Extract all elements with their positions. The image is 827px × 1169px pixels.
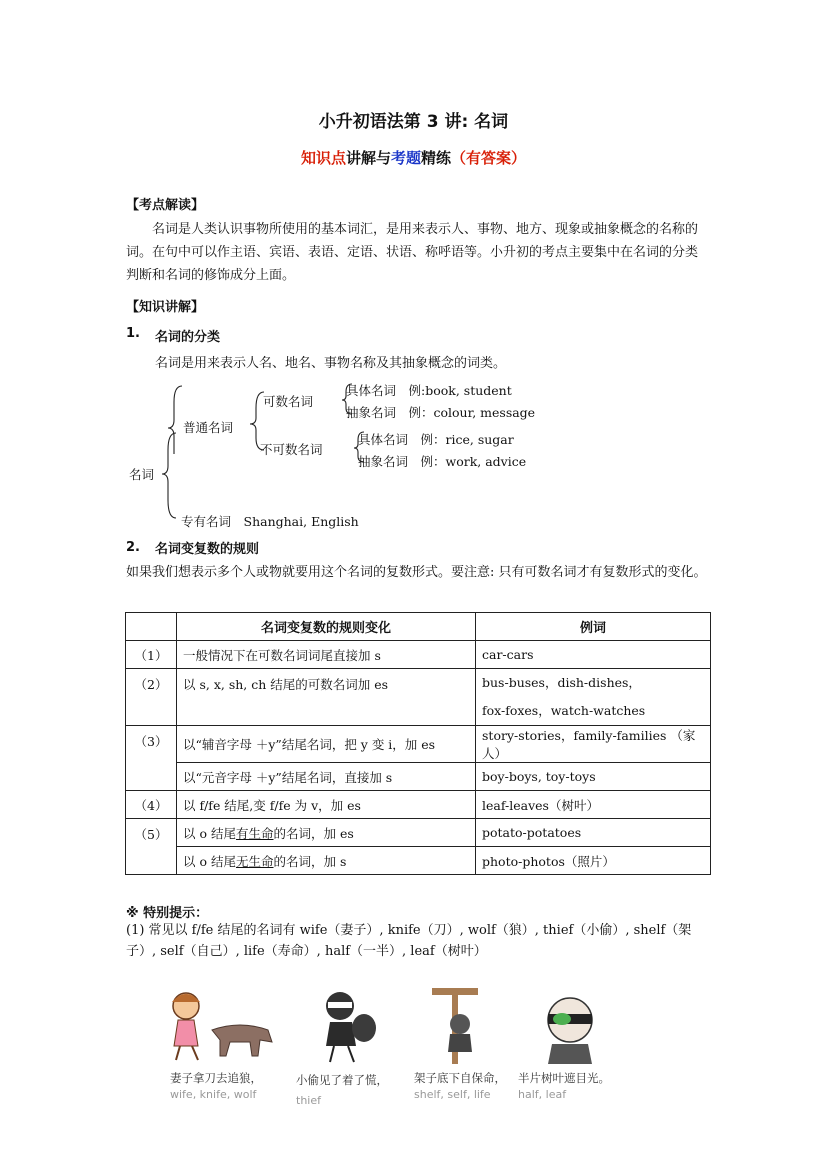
rule-text-underlined: 有生命	[235, 825, 274, 841]
tree-root: 名词	[129, 467, 155, 482]
rule-example: leaf-leaves（树叶）	[476, 791, 711, 819]
point1-heading: 名词的分类	[155, 330, 221, 345]
point2-text: 如果我们想表示多个人或物就要用这个名词的复数形式。要注意: 只有可数名词才有复数形式的变化。	[126, 565, 707, 580]
table-header-cell	[126, 613, 177, 641]
section-heading-analysis: 【考点解读】	[126, 198, 205, 213]
subtitle-part-4: 精练	[421, 149, 452, 167]
caption-1: 妻子拿刀去追狼，	[170, 1071, 262, 1085]
table-row	[126, 726, 711, 763]
tree-braces	[120, 378, 370, 528]
rule-example-line: fox-foxes，watch-watches	[482, 703, 646, 718]
tree-countable-concrete: 具体名词 例:book, student	[346, 383, 512, 398]
tree-uncountable: 不可数名词	[260, 442, 323, 457]
rule-number: （3）	[126, 726, 177, 791]
brace-nouns-top	[168, 386, 182, 454]
table-row	[126, 641, 711, 669]
table-row	[126, 763, 711, 791]
wife-illustration	[172, 993, 272, 1060]
rule-text-part: 以 o 结尾	[183, 825, 236, 841]
caption-2: 小偷见了着了慌，	[296, 1073, 388, 1087]
table-row	[126, 819, 711, 847]
caption-3: 架子底下自保命，	[414, 1071, 506, 1085]
rule-text: 一般情况下在可数名词词尾直接加 s	[177, 641, 476, 669]
subtitle-part-5: （有答案）	[451, 149, 527, 167]
rule-number: （4）	[126, 791, 177, 819]
subtitle-part-1: 知识点	[300, 149, 346, 167]
tip-heading: ※ 特别提示：	[126, 906, 209, 921]
point1-text: 名词是用来表示人名、地名、事物名称及其抽象概念的词类。	[155, 356, 507, 371]
rule-text: 以“辅音字母 ＋y”结尾名词，把 y 变 i，加 es	[177, 726, 476, 763]
page-title: 小升初语法第 3 讲: 名词	[318, 112, 509, 132]
caption-3-en: shelf, self, life	[414, 1088, 491, 1101]
caption-2-en: thief	[296, 1094, 321, 1107]
tree-proper: 专有名词 Shanghai, English	[181, 514, 359, 529]
rule-text: 以 s, x, sh, ch 结尾的可数名词加 es	[177, 669, 476, 726]
section-heading-knowledge: 【知识讲解】	[126, 300, 205, 315]
rule-example: photo-photos（照片）	[476, 847, 711, 875]
tree-uncountable-abstract: 抽象名词 例：work, advice	[358, 454, 527, 469]
subtitle-part-3: 考题	[390, 149, 421, 167]
tree-common: 普通名词	[183, 420, 234, 435]
table-row	[126, 669, 711, 726]
table-row	[126, 847, 711, 875]
caption-4: 半片树叶遮目光。	[518, 1071, 610, 1085]
point1-number: 1.	[126, 326, 140, 341]
leaf-illustration	[548, 998, 592, 1064]
caption-1-en: wife, knife, wolf	[170, 1088, 257, 1101]
table-row	[126, 791, 711, 819]
rule-example: story-stories，family-families （家人）	[476, 726, 711, 763]
thief-illustration	[326, 992, 376, 1062]
rule-example: boy-boys, toy-toys	[476, 763, 711, 791]
shelf-illustration	[432, 988, 478, 1064]
rule-number: （1）	[126, 641, 177, 669]
caption-4-en: half, leaf	[518, 1088, 567, 1101]
tree-countable: 可数名词	[263, 394, 314, 409]
rule-example-line: bus-buses，dish-dishes，	[482, 675, 641, 690]
analysis-text: 名词是人类认识事物所使用的基本词汇，是用来表示人、事物、地方、现象或抽象概念的名称的词。在句中可以作主语、宾语、表语、定语、状语、称呼语等。小升初的考点主要集中在名词的分类判断和名词的修饰成分上面。	[126, 222, 699, 283]
rule-text	[177, 819, 476, 847]
rule-text: 以“元音字母 ＋y”结尾名词，直接加 s	[177, 763, 476, 791]
table-header-cell: 例词	[476, 613, 711, 641]
tip-text: (1) 常见以 f/fe 结尾的名词有 wife（妻子）, knife（刀）, wolf（狼）, thief（小偷）, shelf（架子）, self（自己）, life（寿命）, half（一半）, leaf（树叶）	[126, 923, 692, 959]
table-header-cell: 名词变复数的规则变化	[177, 613, 476, 641]
illustration-art	[160, 984, 620, 1066]
point2-heading: 名词变复数的规则	[155, 542, 260, 557]
rule-example: car-cars	[476, 641, 711, 669]
table-header-row	[126, 613, 711, 641]
rule-text-part: 以 o 结尾	[183, 853, 236, 869]
rule-number: （2）	[126, 669, 177, 726]
rule-text-part: 的名词，加 es	[273, 825, 354, 841]
tree-countable-abstract: 抽象名词 例：colour, message	[346, 405, 536, 420]
page-subtitle	[0, 147, 827, 168]
rule-example: potato-potatoes	[476, 819, 711, 847]
plural-rules-table	[125, 612, 711, 875]
rule-text	[177, 847, 476, 875]
rule-text: 以 f/fe 结尾,变 f/fe 为 v，加 es	[177, 791, 476, 819]
rule-text-part: 的名词，加 s	[273, 853, 347, 869]
subtitle-part-2: 讲解与	[345, 149, 391, 167]
tree-uncountable-concrete: 具体名词 例：rice, sugar	[358, 432, 514, 447]
point2-number: 2.	[126, 540, 140, 555]
rule-example	[476, 669, 711, 726]
rule-text-underlined: 无生命	[235, 853, 274, 869]
rule-number: （5）	[126, 819, 177, 875]
